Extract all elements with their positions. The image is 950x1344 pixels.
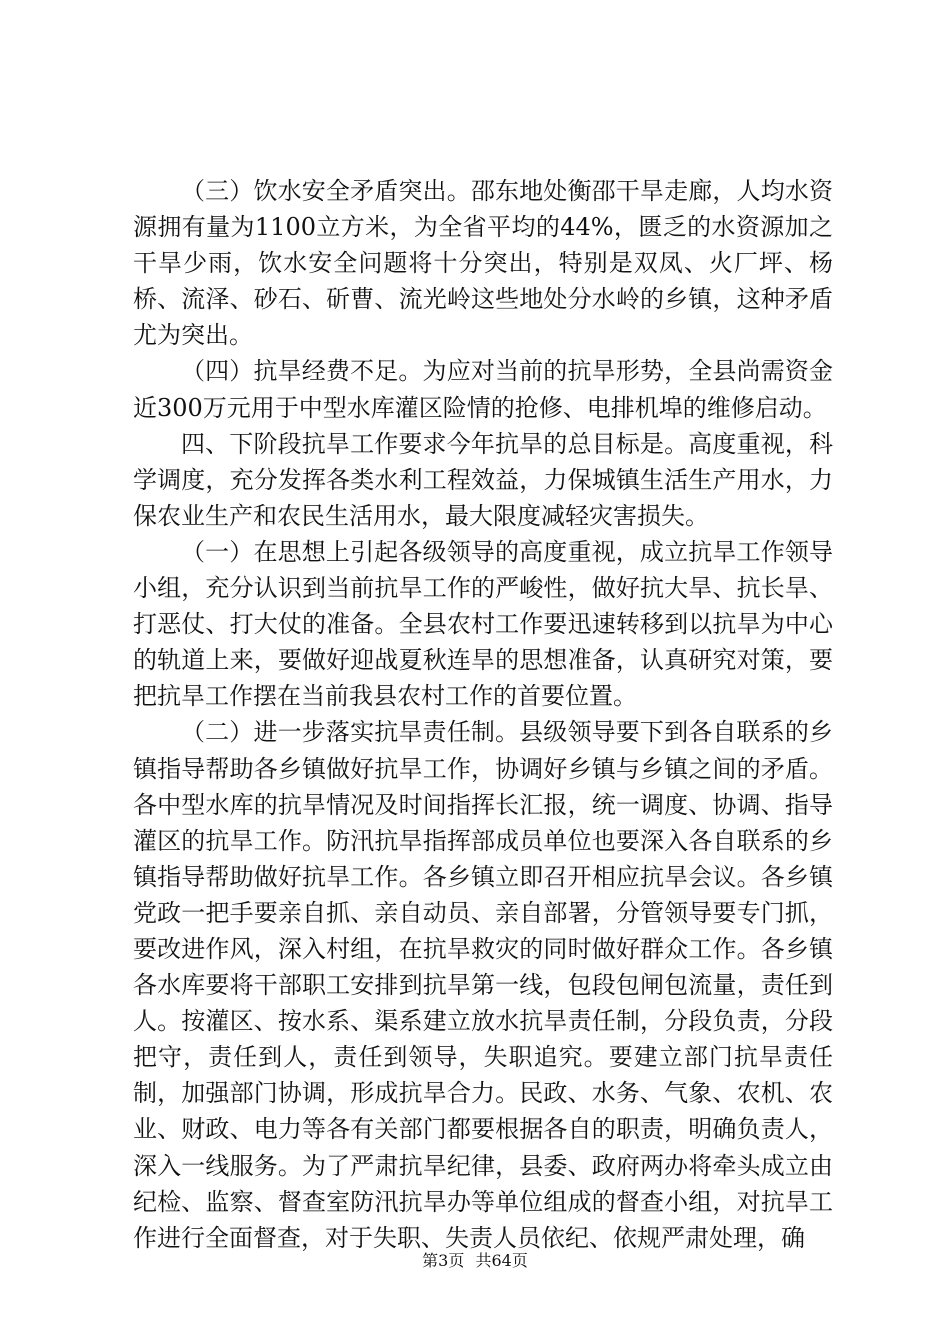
paragraph-drought-funding: （四）抗旱经费不足。为应对当前的抗旱形势，全县尚需资金近300万元用于中型水库灌区险情的抢修、电排机埠的维修启动。 — [133, 357, 833, 422]
paragraph-leadership-attention: （一）在思想上引起各级领导的高度重视，成立抗旱工作领导小组，充分认识到当前抗旱工作的严峻性，做好抗大旱、抗长旱、打恶仗、打大仗的准备。全县农村工作要迅速转移到以抗旱为中心的轨道上来，要做好迎战夏秋连旱的思想准备，认真研究对策，要把抗旱工作摆在当前我县农村工作的首要位置。 — [133, 537, 833, 711]
paragraph-responsibility-system: （二）进一步落实抗旱责任制。县级领导要下到各自联系的乡镇指导帮助各乡镇做好抗旱工作，协调好乡镇与乡镇之间的矛盾。各中型水库的抗旱情况及时间指挥长汇报，统一调度、协调、指导灌区的抗旱工作。防汛抗旱指挥部成员单位也要深入各自联系的乡镇指导帮助做好抗旱工作。各乡镇立即召开相应抗旱会议。各乡镇党政一把手要亲自抓、亲自动员、亲自部署，分管领导要专门抓，要改进作风，深入村组，在抗旱救灾的同时做好群众工作。各乡镇各水库要将干部职工安排到抗旱第一线，包段包闸包流量，责任到人。按灌区、按水系、渠系建立放水抗旱责任制，分段负责，分段把守，责任到人，责任到领导，失职追究。要建立部门抗旱责任制，加强部门协调，形成抗旱合力。民政、水务、气象、农机、农业、财政、电力等各有关部门都要根据各自的职责，明确负责人，深入一线服务。为了严肃抗旱纪律，县委、政府两办将牵头成立由纪检、监察、督查室防汛抗旱办等单位组成的督查小组，对抗旱工作进行全面督查，对于失职、失责人员依纪、依规严肃处理，确 — [133, 718, 833, 1252]
page-total: 共64页 — [475, 1251, 528, 1270]
page-number: 第3页 — [422, 1251, 465, 1270]
page-footer — [0, 1248, 950, 1271]
document-body — [133, 173, 833, 1256]
paragraph-drinking-water-safety: （三）饮水安全矛盾突出。邵东地处衡邵干旱走廊，人均水资源拥有量为1100立方米，为全省平均的44%，匮乏的水资源加之干旱少雨，饮水安全问题将十分突出，特别是双凤、火厂坪、杨桥、流泽、砂石、斫曹、流光岭这些地处分水岭的乡镇，这种矛盾尤为突出。 — [133, 177, 833, 350]
paragraph-next-stage-requirements: 四、下阶段抗旱工作要求今年抗旱的总目标是。高度重视，科学调度，充分发挥各类水利工程效益，力保城镇生活生产用水，力保农业生产和农民生活用水，最大限度减轻灾害损失。 — [133, 429, 833, 530]
